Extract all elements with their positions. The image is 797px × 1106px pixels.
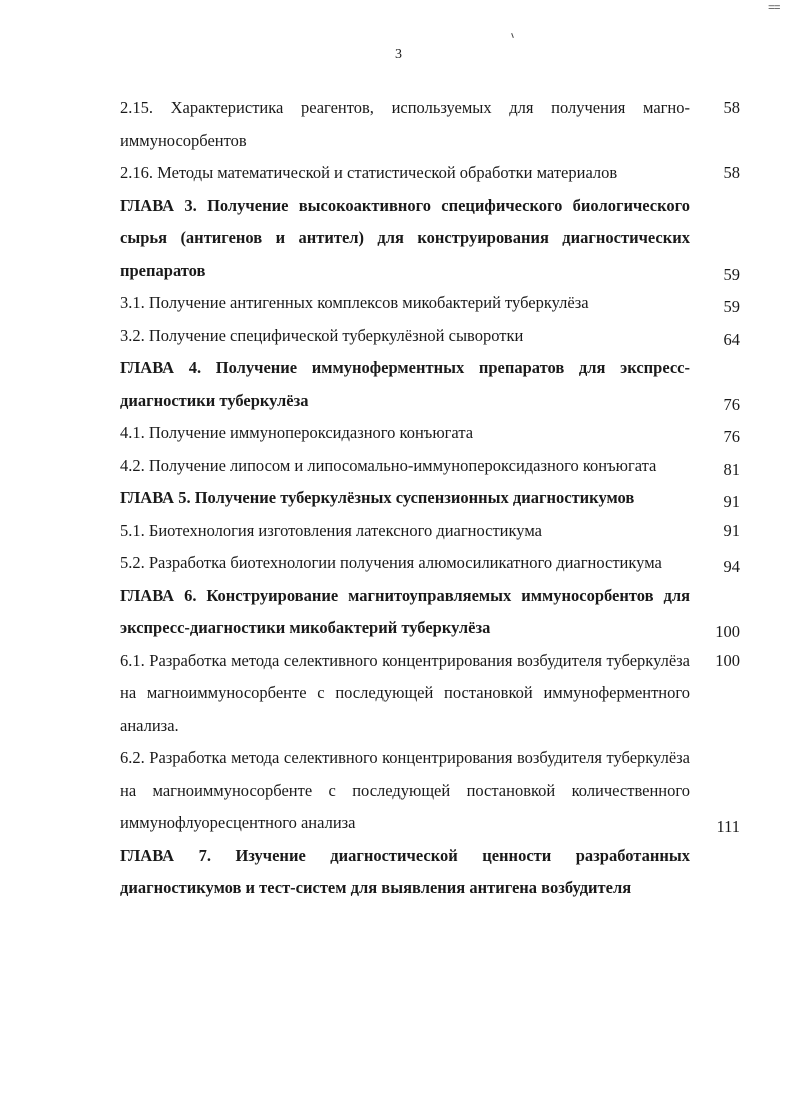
- toc-entry-title: ГЛАВА 7. Изучение диагностической ценности разработанных диагностикумов и тест-систем для выявления антигена возбудителя: [120, 845, 690, 897]
- toc-entry-title: 3.1. Получение антигенных комплексов микобактерий туберкулёза: [120, 293, 589, 312]
- toc-page-number: 100: [715, 622, 740, 641]
- toc-page-number: 58: [723, 163, 740, 182]
- toc-entry-title: ГЛАВА 5. Получение туберкулёзных суспензионных диагностикумов: [120, 488, 635, 507]
- toc-page-number: 91: [723, 520, 740, 540]
- toc-entry: [120, 645, 740, 743]
- toc-page-number: 59: [723, 264, 740, 284]
- toc-entry-title: ГЛАВА 4. Получение иммуноферментных препаратов для экспресс-диагностики туберкулёза: [120, 358, 690, 410]
- toc-page-number: 59: [723, 297, 740, 316]
- corner-scan-mark: ==: [768, 0, 780, 14]
- toc-entry-title: 6.2. Разработка метода селективного концентрирования возбудителя туберкулёза на магноиммуносорбенте с последующей постановкой количественного иммунофлуоресцентного анализа: [120, 748, 690, 832]
- page-number: 3: [395, 47, 402, 62]
- toc-chapter-heading: [120, 352, 740, 417]
- toc-entry-title: 6.1. Разработка метода селективного концентрирования возбудителя туберкулёза на магноиммуносорбенте с последующей постановкой иммуноферментного анализа.: [120, 650, 690, 735]
- toc-page-number: 76: [723, 427, 740, 446]
- toc-page-number: 76: [723, 394, 740, 414]
- scan-speck: [511, 33, 514, 38]
- toc-chapter-heading: [120, 482, 740, 515]
- toc-page-number: 58: [723, 98, 740, 117]
- toc-entry-title: 5.2. Разработка биотехнологии получения алюмосиликатного диагностикума: [120, 553, 662, 572]
- toc-page-number: 81: [723, 459, 740, 479]
- toc-entry-title: 3.2. Получение специфической туберкулёзной сыворотки: [120, 325, 524, 345]
- toc-page-number: 94: [723, 557, 740, 576]
- toc-entry-title: ГЛАВА 3. Получение высокоактивного специфического биологического сырья (антигенов и антител) для конструирования диагностических препаратов: [120, 195, 690, 280]
- toc-entry-title: 4.2. Получение липосом и липосомально-иммунопероксидазного конъюгата: [120, 455, 657, 475]
- toc-page-number: 91: [723, 492, 740, 511]
- toc-entry: [120, 417, 740, 450]
- toc-entry: [120, 742, 740, 840]
- toc-entry-title: 2.15. Характеристика реагентов, используемых для получения магно-иммуносорбентов: [120, 98, 690, 150]
- toc-chapter-heading: [120, 580, 740, 645]
- toc-chapter-heading: [120, 840, 740, 905]
- toc-page-number: 111: [716, 817, 740, 836]
- toc-entry-title: 5.1. Биотехнология изготовления латексного диагностикума: [120, 520, 542, 540]
- toc-entry-title: 2.16. Методы математической и статистической обработки материалов: [120, 163, 618, 182]
- toc-entry: [120, 547, 740, 580]
- toc-entry: [120, 320, 740, 353]
- toc-entry-title: 4.1. Получение иммунопероксидазного конъюгата: [120, 423, 474, 442]
- toc-entry: [120, 157, 740, 190]
- table-of-contents: [120, 92, 740, 905]
- toc-entry: [120, 287, 740, 320]
- toc-entry: [120, 450, 740, 483]
- toc-entry: [120, 515, 740, 548]
- toc-entry: [120, 92, 740, 157]
- toc-page-number: 100: [715, 650, 740, 670]
- toc-chapter-heading: [120, 190, 740, 288]
- toc-entry-title: ГЛАВА 6. Конструирование магнитоуправляемых иммуносорбентов для экспресс-диагностики микобактерий туберкулёза: [120, 585, 690, 637]
- toc-page-number: 64: [723, 329, 740, 349]
